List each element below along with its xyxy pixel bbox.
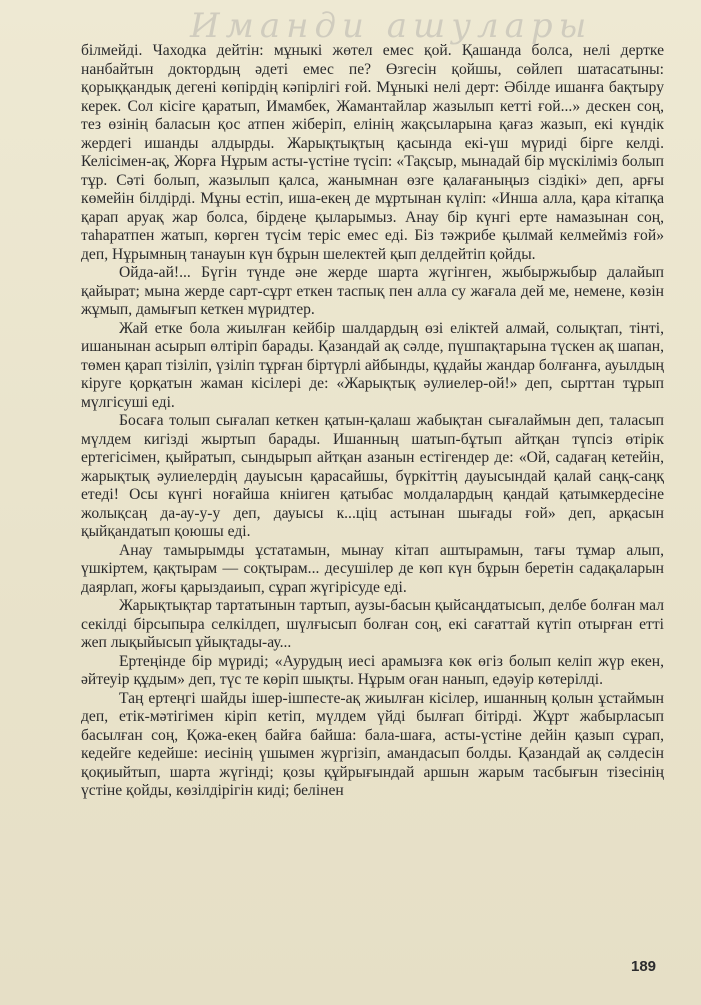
paragraph: білмейді. Чаходка дейтін: мұныкі жөтел емес қой. Қашанда болса, нелі дертке нанбайтын доктордың әдеті емес пе? Өзгесін қойшы, сөйлеп шатасатыны: қорыққандық дегені көпірдің кәпірлігі ғой. Мұныкі нелі дерт: Әбілде ишанға бақтыру керек. Сол кісіге қаратып, Имамбек, Жамантайлар жазылып кетті ғой...» дескен соң, тез өзінің баласын қос атпен жіберіп, елінің жақсыларына қағаз жазып, екі күндік жердегі ишанды алдырды. Жарықтықтың қасында екі-үш мүриді бірге келді. Келісімен-ақ, Жорға Нұрым асты-үстіне түсіп: «Тақсыр, мынадай бір мүскіліміз болып тұр. Сәті болып, жазылып қалса, жанымнан өзге қалағаныңыз сіздікі» деп, арғы көмейін білдірді. Мұны естіп, иша-екең де мұртынан күліп: «Иншa алла, қара кітапқа қарап аруақ жар болса, бірдеңе қыларымыз. Анау бір күнгі ерте намазынан соң, таһаратпен жатып, көрген түсім теріс емес еді. Біз тәжрибе қылмай келмейміз ғой» деп, Нұрымның танауын күн бұрын шелектей қып делдейтіп қойды.	[81, 42, 664, 263]
paragraph: Жарықтықтар тартатынын тартып, аузы-басын қыйсаңдатысып, делбе болған мал секілді бірсыпыра селкілдеп, шүлғысып болған соң, екі сағаттай күтіп отырған етті жеп лықыйысып ұйықтады-ау...	[81, 597, 664, 651]
paragraph: Ертеңінде бір мүриді; «Аурудың иесі арамызға көк өгіз болып келіп жүр екен, әйтеуір құдым» деп, түс те көріп шықты. Нұрым оған нанып, едәуір көтерілді.	[81, 652, 664, 688]
paragraph: Таң ертеңгі шайды ішер-ішпесте-ақ жиылған кісілер, ишанның қолын ұстаймын деп, етік-мәтігімен кіріп кетіп, мүлдем үйді былғап бітірді. Жұрт жабырласып басылған соң, Қожа-екең байға байша: бала-шаға, асты-үстіне дейін қазып сұрап, кедейге кедейше: иесінің үшымен жүргізіп, амандасып болды. Қазандай ақ сәлдесін қоқиыйтып, шарта жүгінді; қозы құйрығындай аршын жарым тасбығын тізесінің үстіне қойды, көзілдірігін киді; белінен	[81, 689, 664, 799]
paragraph: Ойда-ай!... Бүгін түнде әне жерде шарта жүгінген, жыбыржыбыр далайып қайырат; мына жерде сарт-сұрт еткен таспық пен алла су жағала дей ме, немене, көзін жұмып, дамығып кеткен мүридтер.	[81, 264, 664, 318]
paragraph: Анау тамырымды ұстатамын, мынау кітап аштырамын, тағы тұмар алып, үшкіртем, қақтырам — соқтырам... десушілер де көп күн бұрын беретін садақаларын даярлап, жоғы қарыздаиып, сұрап жүгірісуде еді.	[81, 541, 664, 596]
paragraph: Жай етке бола жиылған кейбір шалдардың өзі еліктей алмай, солықтап, тінті, ишанынан асырып өлтіріп барады. Қазандай ақ сәлде, пүшпақтарына түскен ақ шапан, төмен қарап тізіліп, үзіліп тұрған біртүрлі айбынды, құдайы жандар болғанға, ауылдың кіруге қорқатын жаман кісілері де: «Жарықтық әулиелер-ой!» деп, сырттан тұрып мүлгісуші еді.	[81, 319, 664, 411]
handwritten-note: Иманди ашулары	[190, 6, 593, 46]
body-text	[81, 42, 664, 801]
paragraph: Босаға толып сығалап кеткен қатын-қалаш жабықтан сығалаймын деп, таласып мүлдем кигізді жыртып барады. Ишанның шатып-бұтып айтқан түпсіз өтірік ертегісімен, қыйратып, сындырып айтқан азанын естігендер де: «Ой, садағаң кетейін, жарықтық әулиелердің дауысын қарасайшы, бүркіттің дауысындай қалай саңқ-саңқ етеді! Осы күнгі ноғайша кніиген қатыбас молдалардың қандай қатымкердесіне жолықсаң да-ау-у-у деп, дауысы к...ціц астынан шығады ғой» деп, арқасын қыйқандатып қоюшы еді.	[81, 412, 664, 540]
page-number: 189	[631, 958, 657, 975]
